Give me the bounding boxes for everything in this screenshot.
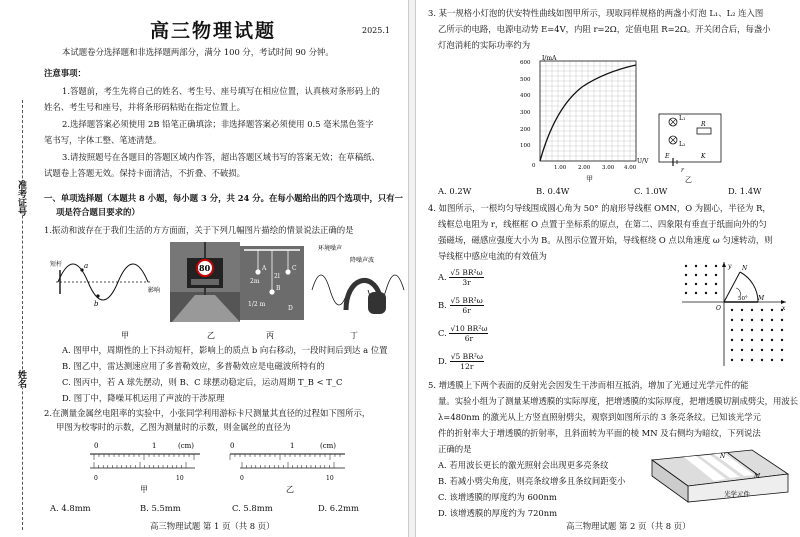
q2-stem: 2.在测量金属丝电阻率的实验中，小张同学利用游标卡尺测量其直径的过程如下图所示， [44, 408, 371, 418]
q4-option-d: D. $\frac{\text{√5 BR²ω}}{12r}$ [438, 352, 483, 371]
intro-line: 试题卷上答题无效。保持卡面清洁，不折叠、不破损。 [44, 168, 245, 178]
page-footer: 高三物理试题 第 2 页（共 8 页） [566, 521, 691, 531]
wedge-figure [648, 446, 794, 504]
svg-text:N: N [720, 453, 726, 460]
q3-option-a: A. 0.2W [438, 186, 472, 196]
svg-text:50°: 50° [738, 296, 748, 302]
q1-figures [50, 240, 400, 345]
q4-stem: 线框总电阻为 r，线框框 O 点置于坐标系的原点，在第二、四象限有垂直于纸面向外的匀 [438, 219, 767, 229]
q3-option-c: C. 1.0W [634, 186, 668, 196]
svg-text:1: 1 [152, 442, 157, 450]
svg-text:100: 100 [520, 143, 531, 149]
svg-text:N: N [742, 265, 748, 272]
svg-text:光学元件: 光学元件 [724, 490, 750, 498]
svg-text:L₁: L₁ [679, 115, 686, 122]
svg-text:C: C [292, 265, 297, 272]
q1-stem: 1.振动和波存在于我们生活的方方面面，关于下列几幅图片描绘的情景说法正确的是 [44, 225, 354, 235]
svg-text:D: D [288, 305, 293, 312]
svg-text:O: O [716, 305, 721, 312]
intro-line: 本试题卷分选择题和非选择题两部分，满分 100 分，考试时间 90 分钟。 [62, 47, 334, 57]
svg-text:400: 400 [520, 93, 531, 99]
q2-option-b: B. 5.5mm [140, 503, 181, 513]
fig-label: 甲 [121, 331, 129, 340]
intro-line: 2.选择题答案必须使用 2B 铅笔正确填涂；非选择题答案必须使用 0.5 毫米黑色签字 [62, 119, 374, 129]
fig-label: 甲 [140, 485, 148, 494]
svg-text:K: K [701, 153, 706, 160]
q1-option-d: D. 图丁中，降噪耳机运用了声波的干涉原理 [62, 393, 225, 403]
svg-text:U/V: U/V [637, 158, 649, 165]
q3-stem: 灯泡消耗的实际功率约为 [438, 40, 531, 50]
svg-text:R: R [701, 121, 706, 128]
fig-label: 乙 [286, 485, 294, 494]
svg-text:r: r [681, 167, 684, 174]
svg-text:2m: 2m [250, 278, 260, 285]
q5-option-d: D. 该增透膜的厚度约为 720nm [438, 508, 558, 518]
notice-heading: 注意事项： [44, 68, 86, 78]
q1-option-c: C. 图丙中，若 A 球先摆动，则 B、C 球摆动稳定后，运动周期 T_B < T_C [62, 377, 343, 387]
svg-text:0: 0 [94, 475, 98, 482]
q3-option-d: D. 1.4W [728, 186, 762, 196]
svg-text:E: E [665, 153, 670, 160]
svg-text:0: 0 [230, 442, 235, 450]
svg-text:600: 600 [520, 60, 531, 66]
svg-text:B: B [276, 285, 281, 292]
svg-text:M: M [758, 295, 765, 302]
svg-text:乙: 乙 [685, 176, 692, 184]
noise-figure [312, 244, 404, 314]
q5-stem: 正确的是 [438, 444, 472, 454]
svg-text:500: 500 [520, 77, 531, 83]
q2-option-a: A. 4.8mm [50, 503, 91, 513]
svg-text:10: 10 [326, 475, 334, 482]
svg-text:y: y [728, 263, 732, 270]
resistor [697, 128, 711, 134]
vernier-figures [80, 438, 360, 498]
svg-text:a: a [84, 262, 89, 270]
q5-option-c: C. 该增透膜的厚度约为 600nm [438, 492, 557, 502]
exam-page-2 [416, 0, 800, 537]
iv-curve-chart [506, 55, 649, 183]
svg-text:(cm): (cm) [320, 442, 337, 450]
side-label-name: 姓名 [16, 370, 26, 388]
svg-text:0: 0 [532, 163, 536, 169]
svg-text:1: 1 [290, 442, 295, 450]
fig-label: 丙 [266, 331, 274, 340]
q4-option-b: B. $\frac{\text{√5 BR²ω}}{6r}$ [438, 296, 483, 315]
magnetic-field-figure [678, 258, 790, 368]
q5-stem: λ=480nm 的激光从上方竖直照射劈尖，观察到如图所示的 3 条亮条纹。已知该光学元 [438, 412, 761, 422]
svg-text:I/mA: I/mA [542, 55, 557, 62]
section-heading: 一、单项选择题（本题共 8 小题，每小题 3 分，共 24 分。在每小题给出的四个选项中，只有一 [44, 193, 404, 203]
q4-stem: 4. 如图所示，一根均匀导线围成圆心角为 50° 的扇形导线框 OMN，O 为圆心，半径为 R， [428, 203, 771, 213]
fig-label: 丁 [350, 331, 358, 340]
intro-line: 1.答题前，考生先将自己的姓名、考生号、座号填写在相应位置，认真核对条形码上的 [62, 86, 380, 96]
svg-text:L₂: L₂ [679, 141, 686, 148]
q2-option-d: D. 6.2mm [318, 503, 359, 513]
vernier-measure [230, 442, 345, 494]
q3-stem: 3. 某一规格小灯泡的伏安特性曲线如图甲所示，现取同样规格的两盏小灯泡 L₁、L₂ 连入图 [428, 8, 764, 18]
svg-text:3.00: 3.00 [602, 165, 615, 171]
intro-line: 姓名、考生号和座号，并将条形码粘贴在指定位置上。 [44, 102, 245, 112]
svg-text:2.00: 2.00 [578, 165, 591, 171]
svg-text:A: A [262, 265, 267, 272]
svg-text:甲: 甲 [586, 175, 593, 183]
wave-figure [50, 260, 160, 308]
q5-stem: 件的折射率大于增透膜的折射率，且斜面转为平面的棱 MN 及右侧均为暗纹，下列说法 [438, 428, 761, 438]
section-heading: 项是符合题目要求的） [56, 207, 140, 217]
svg-text:0: 0 [94, 442, 99, 450]
intro-line: 笔书写，字体工整、笔迹清楚。 [44, 135, 162, 145]
fig-a-label-rod: 短杆 [50, 261, 63, 268]
q5-stem: 量。实验小组为了测量某增透膜的实际厚度，把增透膜的实际厚度，把增透膜切割成劈尖，用波长 [438, 396, 799, 406]
svg-text:(cm): (cm) [178, 442, 195, 450]
q4-stem: 强磁场，磁感应强度大小为 B。从图示位置开始，导线框绕 O 点以角速度 ω 匀速转动，则 [438, 235, 773, 245]
svg-text:0: 0 [240, 475, 244, 482]
q2-option-c: C. 5.8mm [232, 503, 273, 513]
svg-text:M: M [754, 473, 761, 480]
svg-text:2l: 2l [274, 273, 280, 280]
q5-option-b: B. 若减小劈尖角度，则亮条纹增多且条纹间距变小 [438, 476, 626, 486]
fig-label: 乙 [207, 331, 215, 340]
circuit-diagram [651, 108, 731, 184]
side-label-ticket: 准考证号 [16, 180, 26, 216]
speed-limit-value: 80 [199, 263, 211, 273]
q5-stem: 5. 增透膜上下两个表面的反射光会因发生干涉而相互抵消，增加了光通过光学元件的能 [428, 380, 749, 390]
binding-line [22, 100, 23, 530]
q2-stem: 甲图为校零时的示数，乙图为测量时的示数，则金属丝的直径为 [56, 422, 291, 432]
svg-text:300: 300 [520, 110, 531, 116]
svg-text:降噪声波: 降噪声波 [350, 257, 375, 264]
svg-text:1.00: 1.00 [554, 165, 567, 171]
q4-option-a: A. $\frac{\text{√5 BR²ω}}{3r}$ [438, 268, 483, 287]
page-footer: 高三物理试题 第 1 页（共 8 页） [150, 521, 275, 531]
svg-text:b: b [94, 300, 99, 308]
svg-text:10: 10 [176, 475, 184, 482]
fig-a-label-shadow: 影响 [148, 287, 161, 294]
q3-stem: 乙所示的电路，电源电动势 E=4V，内阻 r=2Ω，定值电阻 R=2Ω。开关闭合后，每盏小 [438, 24, 771, 34]
svg-text:200: 200 [520, 127, 531, 133]
pendulum-figure [240, 246, 304, 320]
page-gutter [408, 0, 416, 537]
svg-text:1/2 m: 1/2 m [248, 301, 266, 308]
svg-text:环境噪声: 环境噪声 [318, 245, 343, 252]
radar-figure [170, 242, 240, 322]
q1-option-a: A. 图甲中，周期性的上下抖动短杆，影响上的质点 b 向右移动，一段时间后到达 a 位置 [62, 345, 388, 355]
svg-text:4.00: 4.00 [624, 165, 637, 171]
q1-option-b: B. 图乙中，雷达测速应用了多普勒效应，多普勒效应是电磁波所特有的 [62, 361, 325, 371]
q4-stem: 导线框中感应电流的有效值为 [438, 251, 547, 261]
intro-line: 3.请按照题号在各题目的答题区域内作答，超出答题区域书写的答案无效；在草稿纸、 [62, 152, 380, 162]
exam-date: 2025.1 [362, 26, 390, 35]
q3-option-b: B. 0.4W [536, 186, 570, 196]
svg-text:x: x [782, 305, 786, 312]
q5-option-a: A. 若用波长更长的激光照射会出现更多亮条纹 [438, 460, 609, 470]
vernier-zero [90, 442, 200, 494]
q4-option-c: C. $\frac{\text{√10 BR²ω}}{6r}$ [438, 324, 488, 343]
exam-title: 高三物理试题 [150, 20, 277, 42]
